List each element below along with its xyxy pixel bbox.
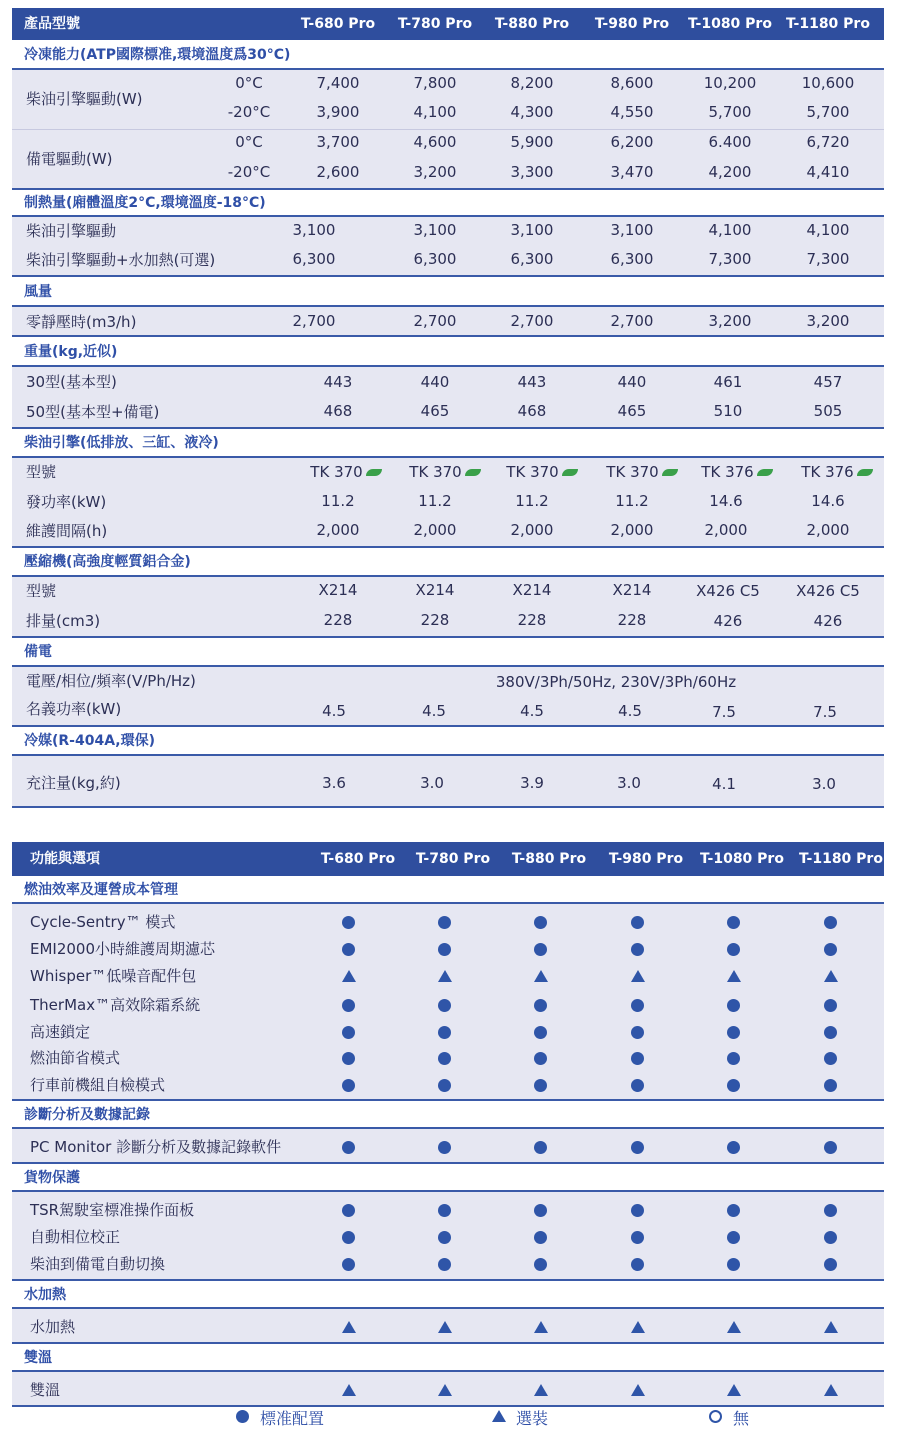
model-header: T-1080 Pro	[700, 851, 784, 867]
row-label: 50型(基本型+備電)	[26, 403, 160, 421]
standard-dot-icon	[631, 1079, 644, 1092]
value-cell: 2,000	[610, 521, 654, 539]
value-cell: 11.2	[515, 492, 549, 510]
model-header: T-880 Pro	[511, 851, 587, 867]
value-cell: 5,700	[708, 103, 752, 121]
value-cell: 4.5	[322, 702, 346, 720]
value-cell: 6,720	[806, 133, 850, 151]
option-triangle-icon	[438, 1384, 452, 1396]
value-cell: 3.9	[520, 774, 544, 792]
standard-dot-icon	[438, 1204, 451, 1217]
standard-dot-icon	[727, 1079, 740, 1092]
value-cell: 3,470	[610, 163, 654, 181]
value-cell: 3.0	[812, 775, 836, 793]
model-header: T-780 Pro	[397, 16, 473, 32]
value-cell: 6,300	[413, 250, 457, 268]
value-cell: TK 376	[777, 463, 897, 481]
standard-dot-icon	[631, 1052, 644, 1065]
value-cell: 465	[420, 402, 450, 420]
value-cell: 6,200	[610, 133, 654, 151]
features-table-header	[12, 842, 884, 876]
value-cell: 2,700	[510, 312, 554, 330]
value-cell: 7,300	[806, 250, 850, 268]
features-table	[12, 842, 884, 1407]
value-cell: 14.6	[811, 492, 845, 510]
value-cell: 14.6	[709, 492, 743, 510]
section-title: 燃油效率及運營成本管理	[12, 876, 884, 904]
standard-dot-icon	[631, 999, 644, 1012]
spec-table	[12, 8, 884, 808]
option-triangle-icon	[534, 1321, 548, 1333]
option-triangle-icon	[342, 1321, 356, 1333]
option-triangle-icon	[438, 1321, 452, 1333]
eco-leaf-icon	[465, 469, 481, 476]
standard-dot-icon	[631, 1141, 644, 1154]
option-triangle-icon	[342, 970, 356, 982]
compressor-block	[12, 577, 884, 638]
value-cell: 7.5	[813, 703, 837, 721]
value-cell: 440	[420, 373, 450, 391]
value-cell: 11.2	[615, 492, 649, 510]
feature-block	[12, 1129, 884, 1164]
heating-block	[12, 217, 884, 277]
value-cell: 4,410	[806, 163, 850, 181]
section-title: 冷媒(R-404A,環保)	[12, 727, 884, 756]
standard-dot-icon	[534, 1052, 547, 1065]
row-label: 排量(cm3)	[26, 612, 101, 630]
eco-leaf-icon	[562, 469, 578, 476]
value-cell: TK 370	[286, 463, 406, 481]
temp-label: 0°C	[235, 133, 263, 151]
option-triangle-icon	[534, 970, 548, 982]
standard-dot-icon	[342, 1141, 355, 1154]
section-title: 冷凍能力(ATP國際標准,環境溫度爲30°C)	[12, 40, 884, 70]
value-cell: 4.1	[712, 775, 736, 793]
features-table-body	[12, 876, 884, 1407]
model-header: T-1180 Pro	[786, 16, 870, 32]
value-cell: 440	[617, 373, 647, 391]
value-cell: 4.5	[618, 702, 642, 720]
standard-dot-icon	[824, 1141, 837, 1154]
value-cell: 6,300	[292, 250, 336, 268]
standard-dot-icon	[438, 916, 451, 929]
section-title: 診斷分析及數據記錄	[12, 1101, 884, 1129]
spec-table-header	[12, 8, 884, 40]
row-label: 名義功率(kW)	[26, 700, 122, 718]
value-cell: 3.6	[322, 774, 346, 792]
value-cell: 4.5	[422, 702, 446, 720]
value-cell: 228	[617, 611, 647, 629]
section-title: 柴油引擎(低排放、三缸、液冷)	[12, 429, 884, 458]
feature-label: Cycle-Sentry™ 模式	[30, 913, 176, 931]
standard-dot-icon	[824, 1026, 837, 1039]
value-cell: 510	[713, 402, 743, 420]
standard-dot-icon	[727, 916, 740, 929]
standard-dot-icon	[342, 1052, 355, 1065]
value-cell: TK 370	[582, 463, 702, 481]
standard-dot-icon	[727, 999, 740, 1012]
feature-label: 燃油節省模式	[30, 1049, 121, 1067]
standard-dot-icon	[824, 943, 837, 956]
standard-dot-icon	[342, 1258, 355, 1271]
refrigerant-block	[12, 756, 884, 808]
value-cell: 4,600	[413, 133, 457, 151]
feature-block	[12, 1372, 884, 1407]
value-cell: 4,550	[610, 103, 654, 121]
standard-dot-icon	[824, 1258, 837, 1271]
option-triangle-icon	[824, 970, 838, 982]
value-cell: 4,300	[510, 103, 554, 121]
model-header: T-980 Pro	[608, 851, 684, 867]
value-cell: 4,200	[708, 163, 752, 181]
standard-dot-icon	[342, 943, 355, 956]
section-title: 壓縮機(高強度輕質鋁合金)	[12, 548, 884, 577]
feature-label: TherMax™高效除霜系統	[30, 996, 201, 1014]
value-cell: 6.400	[708, 133, 752, 151]
value-cell: X214	[415, 581, 455, 599]
value-cell: X426 C5	[696, 582, 760, 600]
feature-label: 柴油到備電自動切換	[30, 1255, 166, 1273]
value-cell: 443	[323, 373, 353, 391]
row-label: 30型(基本型)	[26, 373, 117, 391]
value-cell: 2,700	[610, 312, 654, 330]
section-title: 雙溫	[12, 1344, 884, 1372]
standard-dot-icon	[342, 1204, 355, 1217]
value-cell: 3,700	[316, 133, 360, 151]
value-cell: 443	[517, 373, 547, 391]
value-cell: 3,200	[413, 163, 457, 181]
value-cell: 5,900	[510, 133, 554, 151]
model-header: T-780 Pro	[415, 851, 491, 867]
row-label: 柴油引擎驅動+水加熱(可選)	[26, 251, 216, 269]
row-label: 充注量(kg,約)	[26, 774, 121, 792]
weight-block	[12, 367, 884, 429]
value-cell: 3,900	[316, 103, 360, 121]
feature-block	[12, 1309, 884, 1344]
value-cell: 7,300	[708, 250, 752, 268]
value-cell: 11.2	[321, 492, 355, 510]
option-triangle-icon	[534, 1384, 548, 1396]
standard-dot-icon	[631, 943, 644, 956]
value-cell: 4,100	[413, 103, 457, 121]
standard-dot-icon	[631, 1026, 644, 1039]
standard-dot-icon	[438, 1026, 451, 1039]
section-title: 制熱量(廂體溫度2°C,環境溫度-18°C)	[12, 190, 884, 217]
value-cell: 3,100	[510, 221, 554, 239]
standard-dot-icon	[631, 1204, 644, 1217]
feature-label: Whisper™低噪音配件包	[30, 967, 197, 985]
value-cell: 468	[323, 402, 353, 420]
option-triangle-icon	[824, 1384, 838, 1396]
eco-leaf-icon	[662, 469, 678, 476]
row-label: 柴油引擎驅動	[26, 222, 117, 240]
value-cell: 8,200	[510, 74, 554, 92]
cooling-diesel-block	[12, 70, 884, 130]
value-cell: 461	[713, 373, 743, 391]
feature-label: 高速鎖定	[30, 1023, 91, 1041]
temp-label: 0°C	[235, 74, 263, 92]
standard-dot-icon	[824, 1079, 837, 1092]
feature-block	[12, 904, 884, 1101]
value-cell: TK 376	[677, 463, 797, 481]
value-cell: 3,100	[413, 221, 457, 239]
temp-label: -20°C	[227, 103, 271, 121]
value-cell: 3.0	[617, 774, 641, 792]
row-label: 柴油引擎驅動(W)	[26, 90, 143, 108]
legend-label: 標准配置	[260, 1409, 325, 1428]
value-cell: 228	[517, 611, 547, 629]
standard-dot-icon	[534, 1231, 547, 1244]
standard-dot-icon	[438, 943, 451, 956]
feature-label: 自動相位校正	[30, 1228, 121, 1246]
value-cell: 228	[323, 611, 353, 629]
value-cell: 7.5	[712, 703, 736, 721]
standard-dot-icon	[727, 1026, 740, 1039]
model-header: T-1180 Pro	[799, 851, 883, 867]
standard-dot-icon	[342, 1026, 355, 1039]
section-title: 備電	[12, 638, 884, 667]
standard-dot-icon	[534, 943, 547, 956]
option-triangle-icon	[727, 1384, 741, 1396]
standard-dot-icon	[631, 1231, 644, 1244]
value-cell: 4.5	[520, 702, 544, 720]
value-cell: 5,700	[806, 103, 850, 121]
option-triangle-icon	[631, 970, 645, 982]
model-header: T-680 Pro	[300, 16, 376, 32]
value-cell: 4,100	[806, 221, 850, 239]
value-cell: 2,700	[292, 312, 336, 330]
eco-leaf-icon	[757, 469, 773, 476]
standard-dot-icon	[534, 1258, 547, 1271]
feature-label: 水加熱	[30, 1318, 76, 1336]
model-header: T-880 Pro	[494, 16, 570, 32]
feature-label: EMI2000小時維護周期濾芯	[30, 940, 216, 958]
header-label: 產品型號	[24, 16, 80, 32]
value-cell: 3,300	[510, 163, 554, 181]
value-cell: 3,200	[708, 312, 752, 330]
value-cell: 465	[617, 402, 647, 420]
value-cell: X214	[512, 581, 552, 599]
row-label: 零靜壓時(m3/h)	[26, 313, 137, 331]
standard-dot-icon	[438, 1052, 451, 1065]
filled-circle-icon	[236, 1410, 249, 1423]
value-cell: TK 370	[385, 463, 505, 481]
option-triangle-icon	[438, 970, 452, 982]
option-triangle-icon	[631, 1384, 645, 1396]
value-cell: 505	[813, 402, 843, 420]
value-cell: 6,300	[510, 250, 554, 268]
standard-dot-icon	[631, 1258, 644, 1271]
standard-dot-icon	[534, 999, 547, 1012]
option-triangle-icon	[824, 1321, 838, 1333]
value-cell: 6,300	[610, 250, 654, 268]
airflow-block	[12, 307, 884, 337]
value-cell: 7,800	[413, 74, 457, 92]
section-title: 風量	[12, 277, 884, 307]
value-cell: 468	[517, 402, 547, 420]
legend-label: 無	[733, 1409, 750, 1428]
standard-dot-icon	[824, 1231, 837, 1244]
cooling-electric-block	[12, 130, 884, 190]
section-title: 重量(kg,近似)	[12, 337, 884, 367]
value-cell: 4,100	[708, 221, 752, 239]
engine-block	[12, 458, 884, 548]
standard-dot-icon	[342, 916, 355, 929]
row-label: 型號	[26, 463, 57, 481]
standard-dot-icon	[727, 943, 740, 956]
value-cell: 2,000	[510, 521, 554, 539]
value-cell: 7,400	[316, 74, 360, 92]
standard-dot-icon	[534, 916, 547, 929]
standard-dot-icon	[534, 1079, 547, 1092]
standard-dot-icon	[342, 1231, 355, 1244]
option-triangle-icon	[727, 970, 741, 982]
voltage-value: 380V/3Ph/50Hz, 230V/3Ph/60Hz	[495, 673, 737, 691]
option-triangle-icon	[727, 1321, 741, 1333]
value-cell: 426	[813, 612, 843, 630]
value-cell: 2,000	[806, 521, 850, 539]
standard-dot-icon	[631, 916, 644, 929]
section-title: 貨物保護	[12, 1164, 884, 1192]
temp-label: -20°C	[227, 163, 271, 181]
value-cell: 2,600	[316, 163, 360, 181]
value-cell: 457	[813, 373, 843, 391]
value-cell: TK 370	[482, 463, 602, 481]
triangle-icon	[492, 1410, 506, 1422]
value-cell: 8,600	[610, 74, 654, 92]
value-cell: 2,700	[413, 312, 457, 330]
feature-block	[12, 1192, 884, 1281]
eco-leaf-icon	[857, 469, 873, 476]
row-label: 電壓/相位/頻率(V/Ph/Hz)	[26, 672, 196, 690]
value-cell: 3,100	[610, 221, 654, 239]
standard-dot-icon	[438, 1141, 451, 1154]
standard-dot-icon	[727, 1204, 740, 1217]
model-header: T-980 Pro	[594, 16, 670, 32]
model-header: T-1080 Pro	[688, 16, 772, 32]
value-cell: 2,000	[316, 521, 360, 539]
value-cell: 3,200	[806, 312, 850, 330]
empty-circle-icon	[709, 1410, 722, 1423]
value-cell: 3.0	[420, 774, 444, 792]
value-cell: 3,100	[292, 221, 336, 239]
value-cell: 2,000	[704, 521, 748, 539]
standard-dot-icon	[534, 1026, 547, 1039]
standard-dot-icon	[438, 1258, 451, 1271]
value-cell: 2,000	[413, 521, 457, 539]
row-label: 發功率(kW)	[26, 493, 107, 511]
standard-dot-icon	[824, 1052, 837, 1065]
row-label: 維護間隔(h)	[26, 522, 108, 540]
option-triangle-icon	[631, 1321, 645, 1333]
standard-dot-icon	[342, 999, 355, 1012]
value-cell: X214	[318, 581, 358, 599]
value-cell: X426 C5	[796, 582, 860, 600]
row-label: 備電驅動(W)	[26, 150, 113, 168]
standard-dot-icon	[727, 1141, 740, 1154]
value-cell: 228	[420, 611, 450, 629]
option-triangle-icon	[342, 1384, 356, 1396]
standard-dot-icon	[438, 1231, 451, 1244]
value-cell: 11.2	[418, 492, 452, 510]
feature-label: PC Monitor 診斷分析及數據記錄軟件	[30, 1138, 282, 1156]
feature-label: 行車前機組自檢模式	[30, 1076, 166, 1094]
standard-dot-icon	[534, 1141, 547, 1154]
value-cell: 10,200	[703, 74, 757, 92]
feature-label: TSR駕駛室標准操作面板	[30, 1201, 195, 1219]
standard-dot-icon	[727, 1258, 740, 1271]
eco-leaf-icon	[366, 469, 382, 476]
legend-label: 選裝	[516, 1409, 549, 1428]
standard-dot-icon	[438, 999, 451, 1012]
standard-dot-icon	[727, 1052, 740, 1065]
header-label: 功能與選項	[30, 851, 100, 867]
model-header: T-680 Pro	[320, 851, 396, 867]
standard-dot-icon	[824, 916, 837, 929]
feature-label: 雙溫	[30, 1381, 61, 1399]
section-title: 水加熱	[12, 1281, 884, 1309]
value-cell: X214	[612, 581, 652, 599]
standard-dot-icon	[342, 1079, 355, 1092]
standard-dot-icon	[438, 1079, 451, 1092]
standard-dot-icon	[727, 1231, 740, 1244]
standby-block	[12, 667, 884, 727]
standard-dot-icon	[824, 1204, 837, 1217]
row-label: 型號	[26, 582, 57, 600]
standard-dot-icon	[534, 1204, 547, 1217]
value-cell: 426	[713, 612, 743, 630]
standard-dot-icon	[824, 999, 837, 1012]
value-cell: 10,600	[801, 74, 855, 92]
